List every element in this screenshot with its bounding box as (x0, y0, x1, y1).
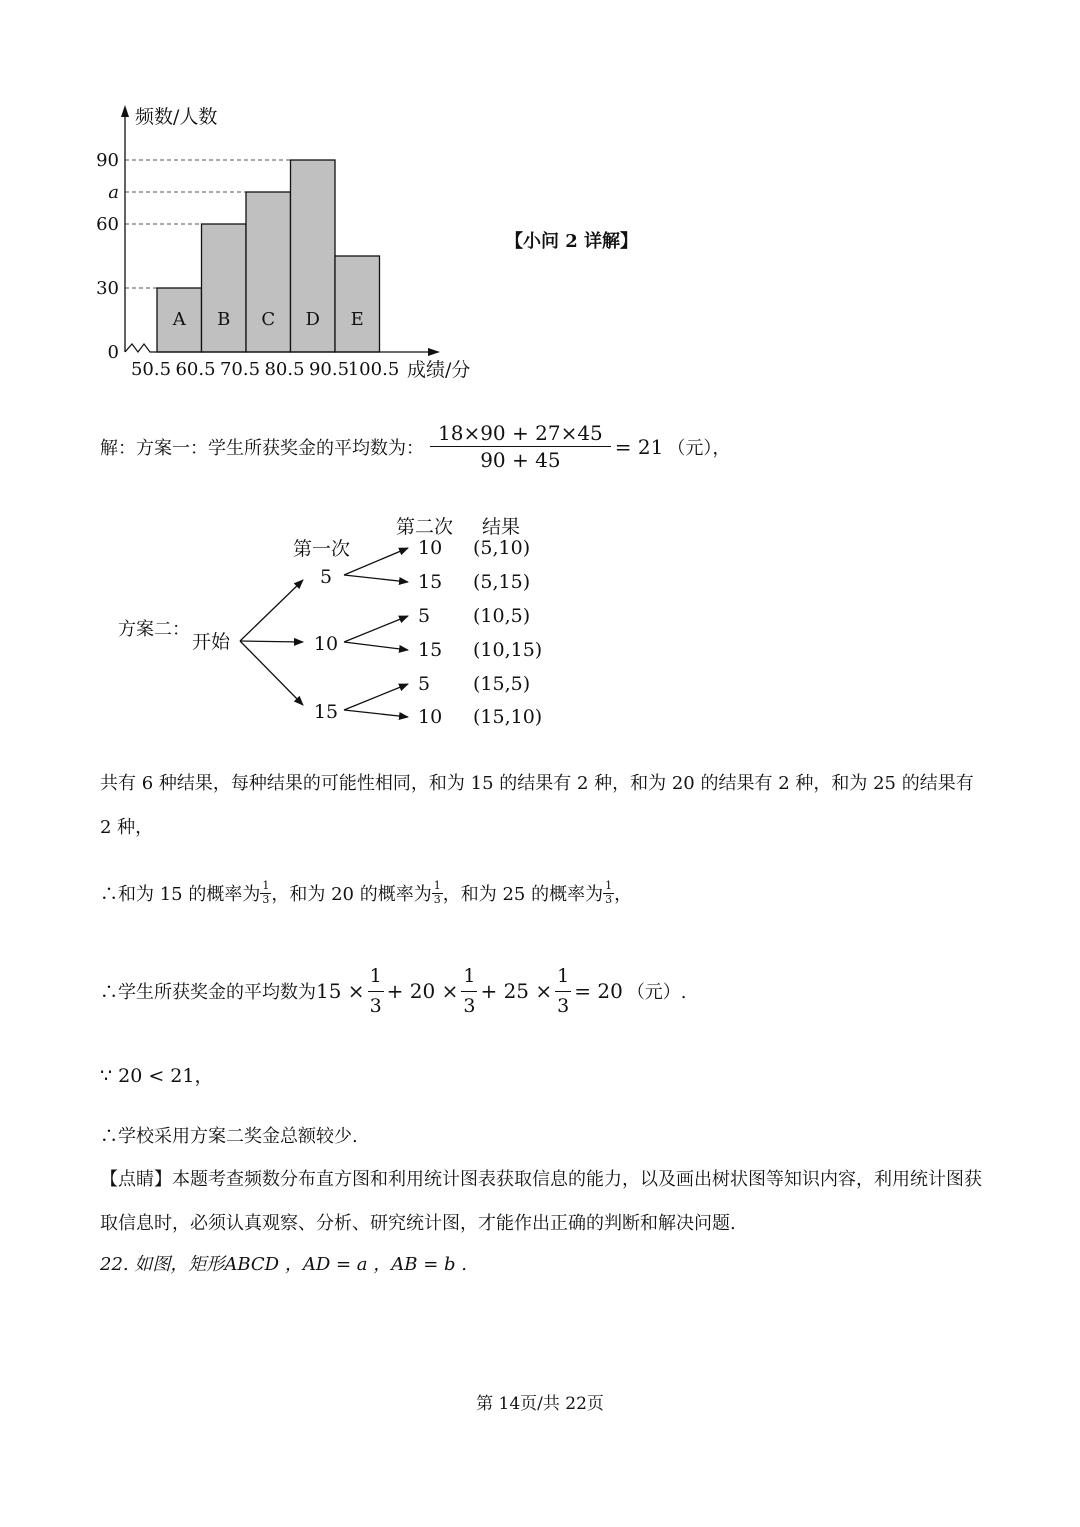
tree-diagram (100, 505, 600, 745)
frac-den: 3 (369, 994, 382, 1017)
avg-result: = 20 (574, 979, 623, 1003)
frac-num: 1 (555, 962, 571, 992)
frac-num: 1 (368, 962, 384, 992)
axis-break (125, 344, 153, 352)
plan1-result: = 21 (614, 434, 664, 459)
prob-fraction-2 (432, 880, 443, 905)
x-tick-label: 70.5 (219, 359, 261, 380)
side-note: 【小问 2 详解】 (505, 231, 639, 252)
avg-term3: + 25 × (480, 979, 553, 1003)
probability-line (100, 880, 632, 906)
sub-branch-arrow (344, 684, 408, 710)
y-tick-label: 90 (96, 150, 119, 171)
x-tick-label: 50.5 (130, 359, 172, 380)
branch-arrow (240, 641, 303, 705)
x-tick-label: 80.5 (264, 359, 305, 380)
page-footer: 第 14页/共 22页 (476, 1394, 604, 1414)
result-pair: (10,15) (473, 639, 543, 661)
sub-branch-arrow (344, 642, 408, 650)
sub-branch-arrow (344, 575, 408, 582)
avg-term1: 15 × (316, 979, 365, 1003)
bar-label-D: D (305, 309, 320, 330)
x-tick-label: 60.5 (175, 359, 216, 380)
y-tick-label: 0 (107, 342, 119, 363)
plan1-line (100, 420, 730, 473)
avg-unit: （元）. (626, 982, 687, 1003)
bar-label-E: E (350, 309, 364, 330)
avg-fraction-1 (368, 962, 384, 1020)
x-axis-arrow (428, 348, 440, 356)
sub-branch-arrow (344, 710, 408, 717)
y-tick-label: a (108, 182, 119, 203)
prob-part1: ∴和为 15 的概率为 (100, 884, 261, 905)
therefore-line: ∴学校采用方案二奖金总额较少. (100, 1126, 358, 1147)
avg-prefix: ∴学生所获奖金的平均数为 (100, 982, 316, 1003)
tree-label: 方案二： (118, 619, 190, 640)
bar-label-C: C (261, 309, 276, 330)
result-pair: (15,10) (473, 706, 543, 728)
bar-label-A: A (172, 309, 186, 330)
second-draw-value: 5 (418, 605, 431, 627)
bar-E (335, 256, 380, 352)
avg-term2: + 20 × (386, 979, 459, 1003)
plan1-numerator: 18×90 + 27×45 (430, 420, 611, 447)
x-tick-label: 90.5 (308, 359, 350, 380)
plan1-fraction (430, 420, 611, 473)
second-draw-value: 10 (418, 537, 443, 559)
histogram-chart (95, 95, 515, 395)
header-first: 第一次 (293, 538, 351, 560)
outcomes-paragraph: 共有 6 种结果，每种结果的可能性相同，和为 15 的结果有 2 种，和为 20 的结果有 2 种，和为 25 的结果有 2 种， (100, 773, 974, 838)
frac-den: 3 (463, 994, 476, 1017)
first-draw-value: 10 (313, 633, 339, 655)
x-axis-label: 成绩/分 (407, 359, 471, 381)
header-result: 结果 (482, 516, 521, 538)
y-axis-arrow (121, 105, 129, 117)
y-tick-label: 60 (96, 214, 119, 235)
frac-den: 3 (433, 892, 441, 906)
branch-arrow (240, 580, 303, 641)
frac-num: 1 (262, 879, 270, 893)
frac-num: 1 (461, 962, 477, 992)
result-pair: (5,15) (473, 571, 531, 593)
average-line (100, 962, 687, 1020)
header-second: 第二次 (396, 516, 454, 538)
plan1-unit: （元）， (667, 437, 731, 459)
y-tick-label: 30 (96, 278, 119, 299)
result-pair: (15,5) (473, 673, 531, 695)
frac-num: 1 (433, 879, 441, 893)
branch-arrow (240, 641, 303, 642)
frac-den: 3 (262, 892, 270, 906)
tree-start: 开始 (192, 631, 231, 653)
second-draw-value: 15 (418, 639, 443, 661)
result-pair: (5,10) (473, 537, 531, 559)
prob-end: ， (614, 884, 633, 905)
bar-B (202, 224, 247, 352)
frac-num: 1 (605, 879, 613, 893)
bar-label-B: B (217, 309, 231, 330)
frac-den: 3 (605, 892, 613, 906)
x-tick-label: 100.5 (347, 359, 400, 380)
second-draw-value: 15 (418, 571, 443, 593)
second-draw-value: 5 (418, 673, 431, 695)
prob-part2: ，和为 20 的概率为 (271, 884, 432, 905)
first-draw-value: 15 (313, 701, 339, 723)
sub-branch-arrow (344, 616, 408, 642)
result-pair: (10,5) (473, 605, 531, 627)
prob-fraction-3 (603, 880, 614, 905)
first-draw-value: 5 (319, 566, 333, 588)
avg-fraction-3 (555, 962, 571, 1020)
prob-part3: ，和为 25 的概率为 (442, 884, 604, 905)
prob-fraction-1 (260, 880, 271, 905)
plan1-prefix: 解：方案一：学生所获奖金的平均数为： (100, 437, 424, 459)
comment-paragraph: 【点睛】本题考查频数分布直方图和利用统计图表获取信息的能力，以及画出树状图等知识内容，利用统计图获取信息时，必须认真观察、分析、研究统计图，才能作出正确的判断和解决问题. (100, 1169, 982, 1234)
question-22: 22. 如图，矩形ABCD ，AD = a ，AB = b . (100, 1254, 467, 1275)
sub-branch-arrow (344, 548, 408, 575)
avg-fraction-2 (461, 962, 477, 1020)
y-axis-label: 频数/人数 (135, 106, 218, 128)
plan1-denominator: 90 + 45 (480, 448, 561, 472)
frac-den: 3 (557, 994, 570, 1017)
second-draw-value: 10 (418, 706, 443, 728)
because-line: ∵ 20 < 21， (100, 1065, 214, 1087)
